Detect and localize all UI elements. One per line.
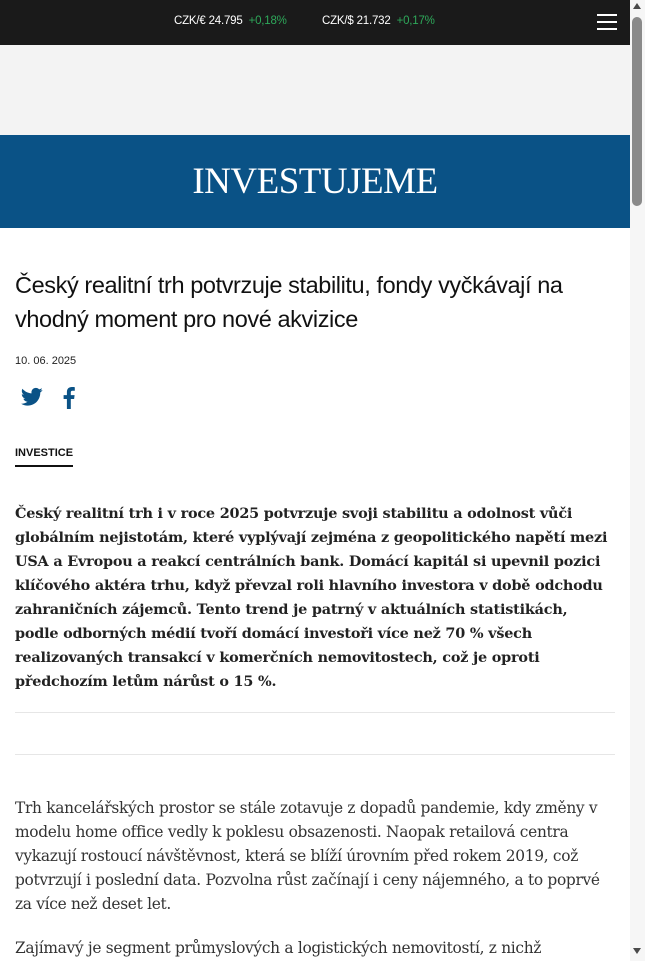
- twitter-icon[interactable]: [21, 387, 43, 412]
- divider: [15, 754, 615, 755]
- article-date: 10. 06. 2025: [15, 355, 77, 367]
- article-paragraph: Zajímavý je segment průmyslových a logistických nemovitostí, z nichž: [15, 939, 542, 957]
- ticker-usd-change: +0,17%: [396, 15, 435, 27]
- article-paragraph: Trh kancelářských prostor se stále zotavuje z dopadů pandemie, kdy změny v modelu home office vedly k poklesu obsazenosti. Naopak retailová centra vykazují rostoucí návštěvnost, která se blíží úrovním před rokem 2019, což potvrzují i poslední data. Pozvolna růst začínají i ceny nájemného, a to poprvé za více než deset let.: [15, 799, 600, 913]
- ad-banner-area: [0, 45, 630, 135]
- ticker-usd-value: CZK/$ 21.732: [322, 15, 391, 27]
- facebook-icon[interactable]: [63, 387, 75, 414]
- divider: [15, 712, 615, 713]
- ticker-eur[interactable]: [174, 15, 287, 27]
- top-bar: [0, 0, 630, 45]
- ticker-eur-change: +0,18%: [248, 15, 287, 27]
- menu-line: [597, 28, 617, 30]
- ticker-eur-value: CZK/€ 24.795: [174, 15, 243, 27]
- category-tag[interactable]: INVESTICE: [15, 447, 73, 467]
- menu-line: [597, 21, 617, 23]
- scroll-down-arrow-icon[interactable]: [633, 948, 641, 954]
- scroll-up-arrow-icon[interactable]: [633, 3, 641, 9]
- ticker-usd[interactable]: [322, 15, 435, 27]
- hamburger-menu-icon[interactable]: [597, 14, 617, 31]
- scrollbar-thumb[interactable]: [632, 17, 642, 206]
- article-lead: Český realitní trh i v roce 2025 potvrzuje svoji stabilitu a odolnost vůči globálním nejistotám, které vyplývají zejména z geopolitického napětí mezi USA a Evropou a reakcí centrálních bank. Domácí kapitál si upevnil pozici klíčového aktéra trhu, když převzal roli hlavního investora v době odchodu zahraničních zájemců. Tento trend je patrný v aktuálních statistikách, podle odborných médií tvoří domácí investoři více než 70 % všech realizovaných transakcí v komerčních nemovitostech, což je oproti předchozím letům nárůst o 15 %.: [15, 505, 608, 690]
- menu-line: [597, 14, 617, 16]
- article-title: Český realitní trh potvrzuje stabilitu, fondy vyčkávají na vhodný moment pro nové akvizice: [15, 272, 563, 332]
- site-logo[interactable]: INVESTUJEME: [192, 161, 438, 202]
- share-buttons: [15, 387, 615, 411]
